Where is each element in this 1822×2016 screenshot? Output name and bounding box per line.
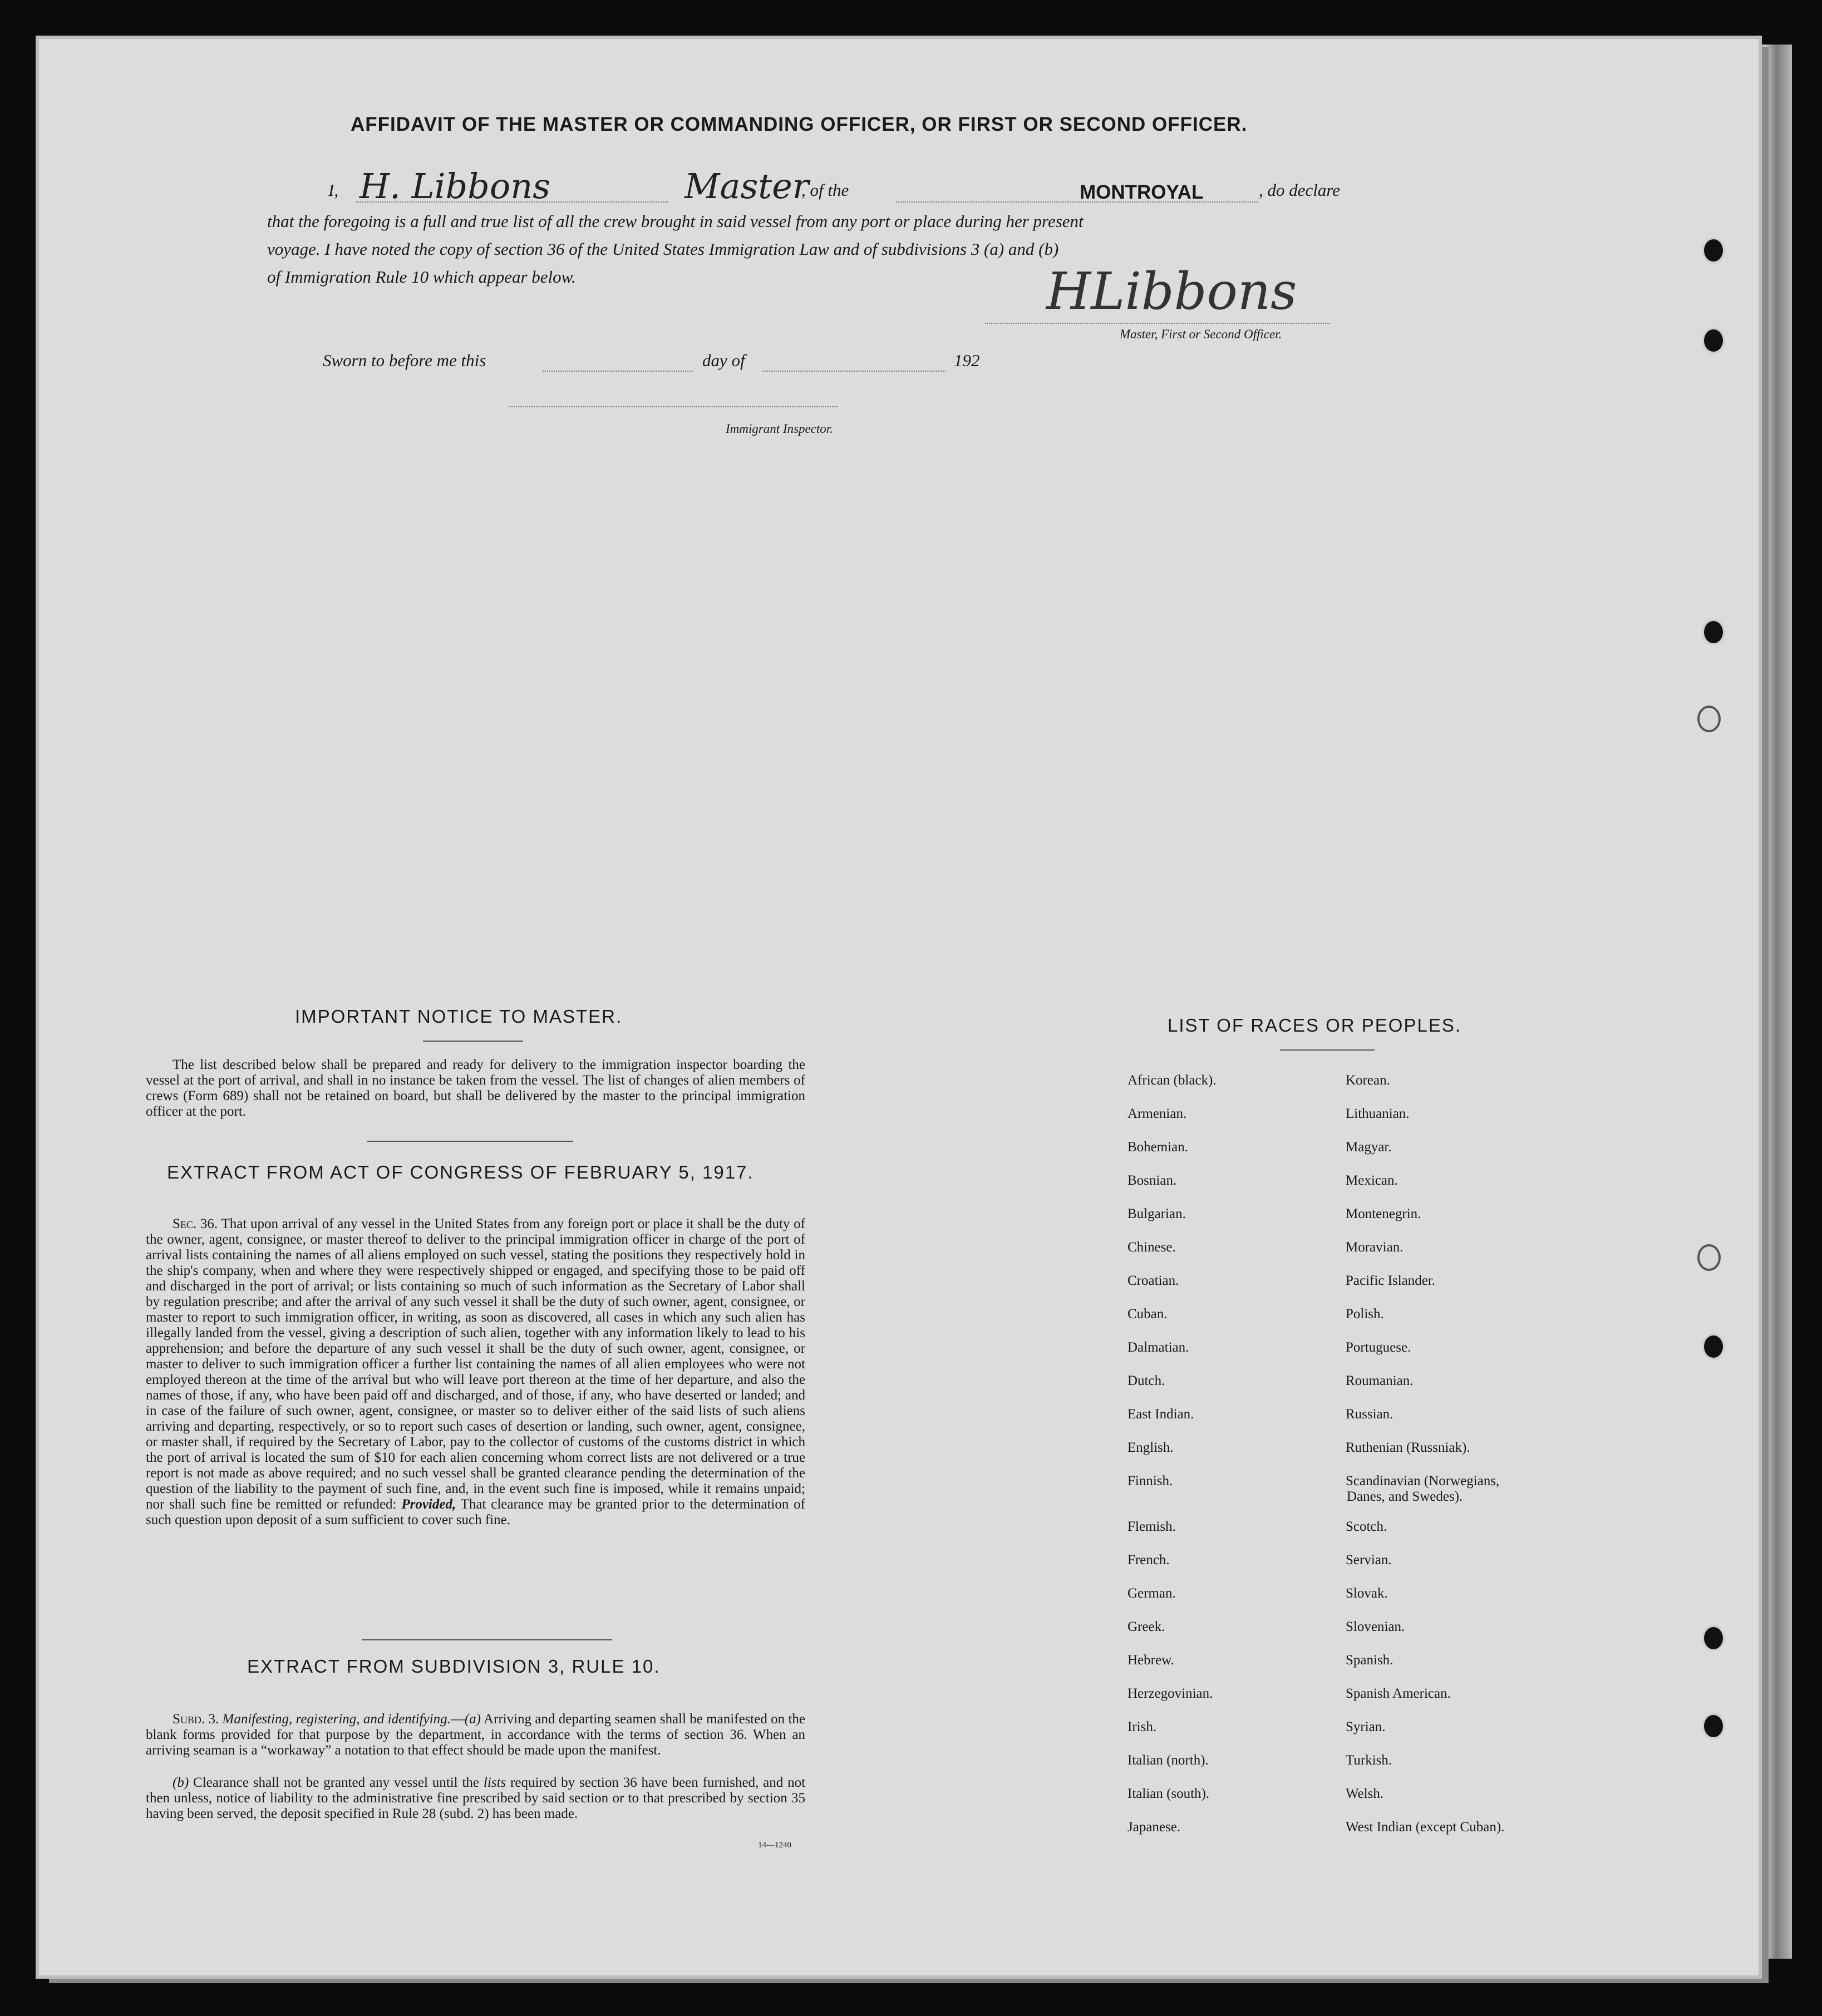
- race-item: Dalmatian.: [1127, 1340, 1189, 1355]
- race-item: Lithuanian.: [1346, 1106, 1410, 1121]
- race-item: English.: [1127, 1440, 1174, 1455]
- sworn-day-line: [543, 371, 693, 372]
- race-item: Finnish.: [1127, 1473, 1173, 1488]
- race-item: Korean.: [1346, 1073, 1390, 1088]
- notice-body: The list described below shall be prepared and ready for delivery to the immigration inspector boarding the vessel at the port of arrival, and shall in no instance be taken from the vessel. The list of changes of alien members of crews (Form 689) shall not be retained on board, but shall be delivered by the master to the principal immigration officer at the port.: [146, 1057, 805, 1119]
- affidavit-i-label: I,: [328, 180, 339, 200]
- race-item: African (black).: [1127, 1073, 1217, 1088]
- race-item: Herzegovinian.: [1127, 1686, 1213, 1701]
- form-number: 14—1240: [758, 1841, 791, 1850]
- provided-label: Provided,: [401, 1497, 456, 1512]
- sworn-text: Sworn to before me this: [323, 351, 486, 370]
- para-a-label: (a): [464, 1712, 481, 1727]
- para-b-label: (b): [173, 1775, 189, 1790]
- race-item: Servian.: [1346, 1552, 1392, 1568]
- affidavit-line-3: voyage. I have noted the copy of section 36 of the United States Immigration Law and of subdivisions 3 (a) and (b): [267, 239, 1059, 259]
- punch-hole: [1697, 1244, 1721, 1271]
- race-item: Pacific Islander.: [1346, 1273, 1436, 1288]
- race-item: Scotch.: [1346, 1519, 1387, 1534]
- race-item: Irish.: [1127, 1719, 1157, 1734]
- race-item-continuation: Danes, and Swedes).: [1347, 1489, 1463, 1504]
- punch-hole: [1702, 237, 1725, 264]
- race-item: Magyar.: [1346, 1140, 1392, 1155]
- sec-label: Sec. 36.: [173, 1216, 218, 1231]
- affidavit-heading: AFFIDAVIT OF THE MASTER OR COMMANDING OFFICER, OR FIRST OR SECOND OFFICER.: [351, 114, 1248, 135]
- race-item: Italian (north).: [1127, 1753, 1209, 1768]
- rule-para-a: Subd. 3. Manifesting, registering, and identifying.—(a) Arriving and departing seamen shall be manifested on the blank forms provided for that purpose by the department, in accordance with the terms of section 36. When an arriving seaman is a “workaway” a notation to that effect should be made upon the manifest.: [146, 1712, 805, 1758]
- race-item: Mexican.: [1346, 1173, 1398, 1188]
- signature-line: [985, 323, 1330, 324]
- race-item: Japanese.: [1127, 1820, 1181, 1835]
- provided-text: That clearance may be granted prior to the determination of such question upon deposit of a sum sufficient to cover such fine.: [146, 1497, 805, 1527]
- races-heading: LIST OF RACES OR PEOPLES.: [1168, 1015, 1462, 1036]
- punch-hole: [1702, 1625, 1725, 1652]
- rule-para-b: [146, 1775, 805, 1822]
- para-a-text: Arriving and departing seamen shall be manifested on the blank forms provided for that purpose by the department, in accordance with the terms of section 36. When an arriving seaman is a “workaway” a notation to that effect should be made upon the manifest.: [146, 1712, 805, 1758]
- race-item: Cuban.: [1127, 1307, 1168, 1322]
- subd-title: Manifesting, registering, and identifying.: [222, 1712, 451, 1727]
- race-item: Spanish.: [1346, 1653, 1393, 1668]
- race-item: Croatian.: [1127, 1273, 1179, 1288]
- race-item: Hebrew.: [1127, 1653, 1174, 1668]
- race-item: Scandinavian (Norwegians,: [1346, 1473, 1500, 1488]
- act-body: [146, 1216, 805, 1528]
- act-sec-36-text: That upon arrival of any vessel in the United States from any foreign port or place it shall be the duty of the owner, agent, consignee, or master thereof to deliver to the principal immigration officer in charge of the port of arrival lists containing the names of all aliens employed on such vessel, stating the positions they respectively hold in the ship's company, when and where they were respectively shipped or engaged, and specifying those to be paid off and discharged in the port of arrival; or lists containing so much of such information as the Secretary of Labor shall by regulation prescribe; and after the arrival of any such vessel it shall be the duty of such owner, agent, consignee, or master to report to such immigration officer, in writing, as soon as discovered, all cases in which any such alien has illegally landed from the vessel, giving a description of such alien, together with any information likely to lead to his apprehension; and before the departure of any such vessel it shall be the duty of such owner, agent, consignee, or master to deliver to such immigration officer a further list containing the names of all alien employees who were not employed thereon at the time of the arrival but who will leave port thereon at the time of her departure, and also the names of those, if any, who have been paid off and discharged, and of those, if any, who have deserted or landed; and in case of the failure of such owner, agent, consignee, or master so to deliver either of the said lists of such aliens arriving and departing, respectively, or so to report such cases of desertion or landing, such owner, agent, consignee, or master shall, if required by the Secretary of Labor, pay to the collector of customs of the customs district in which the port of arrival is located the sum of $10 for each alien concerning whom correct lists are not delivered or a true report is not made as above required; and no such vessel shall be granted clearance pending the determination of the question of the liability to the payment of such fine, and, in the event such fine is imposed, while it remains unpaid; nor shall such fine be remitted or refunded:: [146, 1216, 806, 1512]
- act-heading: EXTRACT FROM ACT OF CONGRESS OF FEBRUARY 5, 1917.: [167, 1162, 754, 1182]
- race-item: Bohemian.: [1127, 1140, 1189, 1155]
- signature-caption: Master, First or Second Officer.: [1120, 327, 1282, 341]
- year-text: 192: [954, 351, 980, 370]
- race-item: Turkish.: [1346, 1753, 1392, 1768]
- affidavit-line-4: of Immigration Rule 10 which appear below.: [267, 267, 576, 287]
- divider: [367, 1141, 573, 1142]
- affidavit-line-2: that the foregoing is a full and true list of all the crew brought in said vessel from any port or place during her present: [267, 211, 1084, 231]
- punch-hole: [1697, 706, 1721, 732]
- para-b-text-1: Clearance shall not be granted any vessel until the: [193, 1775, 480, 1790]
- punch-hole: [1702, 1713, 1725, 1739]
- punch-hole: [1702, 619, 1725, 645]
- vessel-name: MONTROYAL: [1080, 181, 1204, 203]
- of-the-text: , of the: [801, 180, 849, 200]
- divider: [423, 1041, 523, 1042]
- race-item: Montenegrin.: [1346, 1206, 1421, 1221]
- para-b-lists: lists: [483, 1775, 506, 1790]
- race-item: Ruthenian (Russniak).: [1346, 1440, 1470, 1455]
- master-name-handwritten: H. Libbons: [360, 166, 550, 206]
- race-item: Welsh.: [1346, 1786, 1384, 1801]
- notice-heading: IMPORTANT NOTICE TO MASTER.: [295, 1006, 623, 1027]
- race-item: Bosnian.: [1127, 1173, 1177, 1188]
- race-item: German.: [1127, 1586, 1176, 1601]
- race-item: French.: [1127, 1552, 1170, 1568]
- race-item: Chinese.: [1127, 1240, 1176, 1255]
- para-b-text-2: required by section 36 have been furnished, and not then unless, notice of liability to the administrative fine prescribed by said section or to that prescribed by section 35 having been served, the deposit specified in Rule 28 (subd. 2) has been made.: [146, 1775, 806, 1821]
- race-item: West Indian (except Cuban).: [1346, 1820, 1505, 1835]
- punch-hole: [1702, 1333, 1725, 1360]
- race-item: Roumanian.: [1346, 1373, 1414, 1388]
- subd-label: Subd. 3.: [173, 1712, 219, 1727]
- divider: [362, 1639, 612, 1640]
- race-item: Spanish American.: [1346, 1686, 1451, 1701]
- race-item: Syrian.: [1346, 1719, 1386, 1734]
- race-item: Flemish.: [1127, 1519, 1176, 1534]
- sworn-month-line: [762, 371, 946, 372]
- day-of-text: day of: [702, 351, 745, 370]
- vessel-name-line: [896, 201, 1258, 203]
- race-item: Bulgarian.: [1127, 1206, 1186, 1221]
- race-item: Polish.: [1346, 1307, 1384, 1322]
- inspector-signature-line: [509, 406, 838, 407]
- race-item: Russian.: [1346, 1407, 1393, 1422]
- rule-heading: EXTRACT FROM SUBDIVISION 3, RULE 10.: [247, 1656, 661, 1677]
- punch-hole: [1702, 327, 1725, 354]
- race-item: East Indian.: [1127, 1407, 1194, 1422]
- inspector-caption: Immigrant Inspector.: [726, 422, 833, 436]
- rank-handwritten: Master: [685, 166, 809, 206]
- name-line: [356, 201, 668, 203]
- race-item: Slovenian.: [1346, 1619, 1405, 1634]
- race-item: Portuguese.: [1346, 1340, 1411, 1355]
- race-item: Moravian.: [1346, 1240, 1404, 1255]
- page-edge-strip: [1753, 45, 1792, 1959]
- master-signature: HLibbons: [1046, 262, 1297, 321]
- race-item: Greek.: [1127, 1619, 1165, 1634]
- race-item: Armenian.: [1127, 1106, 1187, 1121]
- do-declare-text: , do declare: [1259, 180, 1341, 200]
- race-item: Dutch.: [1127, 1373, 1165, 1388]
- divider: [1280, 1049, 1375, 1051]
- race-item: Italian (south).: [1127, 1786, 1210, 1801]
- race-item: Slovak.: [1346, 1586, 1388, 1601]
